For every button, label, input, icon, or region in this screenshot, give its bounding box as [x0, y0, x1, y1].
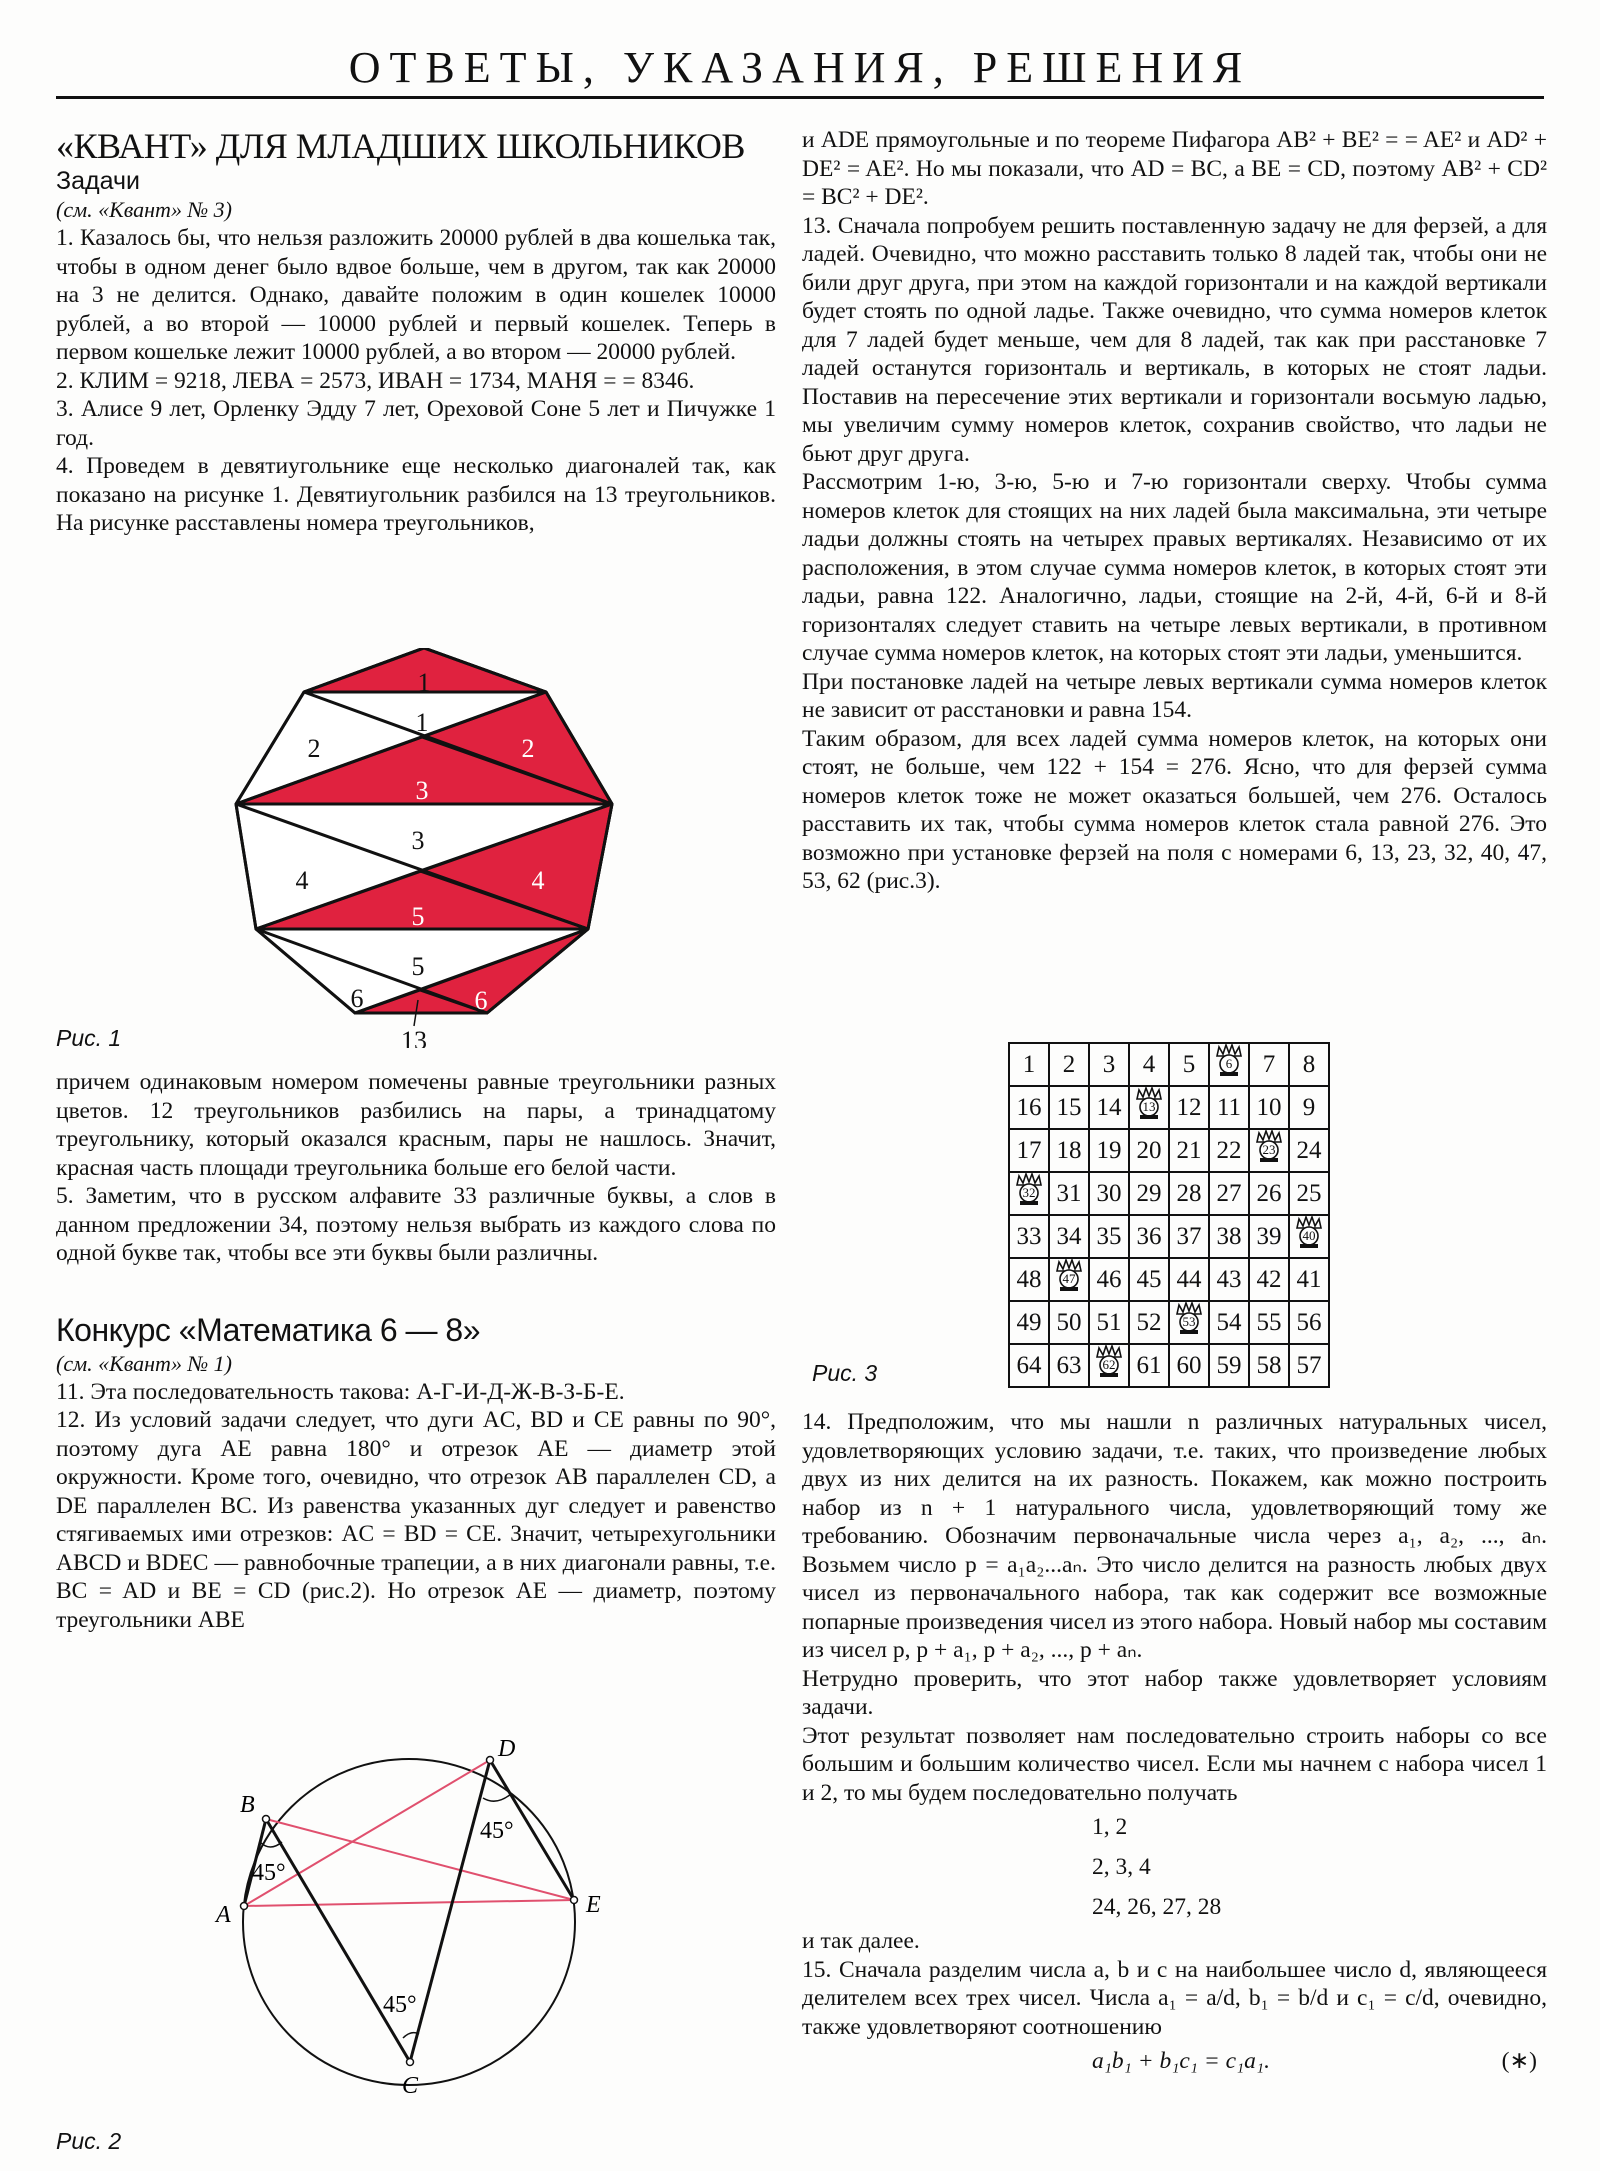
section-title-kvant: «КВАНТ» ДЛЯ МЛАДШИХ ШКОЛЬНИКОВ	[56, 126, 745, 166]
board-cell: 45	[1129, 1258, 1169, 1301]
queen-cell-number: 23	[1262, 1142, 1276, 1157]
board-cell: 5	[1169, 1043, 1209, 1086]
formula-text: a₁b₁ + b₁c₁ = c₁a₁.	[1092, 2048, 1270, 2074]
queen-icon	[1134, 1087, 1164, 1121]
formula-star	[802, 2041, 1547, 2081]
angle-arc-D	[483, 1794, 511, 1801]
board-cell: 28	[1169, 1172, 1209, 1215]
board-cell: 4	[1129, 1043, 1169, 1086]
point-label-E: E	[586, 1892, 601, 1918]
board-cell-queen	[1249, 1129, 1289, 1172]
page-header-title: ОТВЕТЫ, УКАЗАНИЯ, РЕШЕНИЯ	[348, 43, 1252, 92]
board-cell: 52	[1129, 1301, 1169, 1344]
point-label-D: D	[498, 1736, 516, 1762]
board-cell: 25	[1289, 1172, 1329, 1215]
board-cell: 36	[1129, 1215, 1169, 1258]
board-cell-queen	[1209, 1043, 1249, 1086]
answer-13: 13. Сначала попробуем решить поставленную задачу не для ферзей, а для ладей. Очевидно, что можно расставить только 8 ладей так, чтобы они не били друг друга, при этом на каждой горизонтали и на каждой вертикали будет стоять по одной ладье. Также очевидно, что сумма номеров клеток для 7 ладей будет меньше, чем для 8 ладей, так как при расстановке 7 ладей останутся горизонталь и вертикаль, в которых не стоят ладьи. Поставив на пересечение этих вертикали и горизонтали восьмую ладью, мы увеличим сумму номеров клеток, сохранив свойство, что ладьи не бьют друг друга.	[802, 212, 1547, 467]
queen-icon	[1254, 1130, 1284, 1164]
answer-12-continued: и ADE прямоугольные и по теореме Пифагора AB² + BE² = = AE² и AD² + DE² = AE². Но мы показали, что AD = BC, а BE = CD, поэтому AB² + CD² = BC² + DE².	[802, 127, 1547, 210]
white-triangle-label: 5	[411, 952, 425, 981]
board-cell: 43	[1209, 1258, 1249, 1301]
answer-13-conclusion: Таким образом, для всех ладей сумма номеров клеток, на которых они стоят, не больше, чем 122 + 154 = 276. Ясно, что для ферзей сумма номеров клеток тоже не может оказаться большей, чем 276. Осталось расставить их так, чтобы сумма номеров клеток стала равной 276. Это возможно при установке ферзей на поля с номерами 6, 13, 23, 32, 40, 47, 53, 62 (рис.3).	[802, 725, 1547, 894]
answer-1: 1. Казалось бы, что нельзя разложить 20000 рублей в два кошелька так, чтобы в одном денег было вдвое больше, чем в другом, так как 20000 на 3 не делится. Однако, давайте положим в один кошелек 10000 рублей, а во второй — 10000 рублей и первый кошелек. Теперь в первом кошельке лежит 10000 рублей, а во втором — 20000 рублей.	[56, 225, 776, 365]
board-cell-queen	[1169, 1301, 1209, 1344]
queen-cell-number: 32	[1022, 1185, 1036, 1200]
board-cell: 22	[1209, 1129, 1249, 1172]
angle-label-45: 45°	[383, 1992, 417, 2018]
board-row	[1009, 1086, 1329, 1129]
board-cell: 48	[1009, 1258, 1049, 1301]
queen-icon	[1014, 1173, 1044, 1207]
white-triangle-label: 6	[350, 984, 364, 1013]
board-cell: 10	[1249, 1086, 1289, 1129]
board-cell: 1	[1009, 1043, 1049, 1086]
figure-1-nonagon	[200, 648, 620, 1048]
board-cell: 7	[1249, 1043, 1289, 1086]
queen-cell-number: 62	[1102, 1357, 1116, 1372]
board-cell: 16	[1009, 1086, 1049, 1129]
board-cell: 49	[1009, 1301, 1049, 1344]
figure-3-board	[1008, 1042, 1330, 1388]
answer-5: 5. Заметим, что в русском алфавите 33 различные буквы, а слов в данном предложении 34, поэтому нельзя выбрать из каждого слова по одной букве так, чтобы все эти буквы были различны.	[56, 1183, 776, 1266]
board-cell: 33	[1009, 1215, 1049, 1258]
answer-3: 3. Алисе 9 лет, Орленку Эдду 7 лет, Ореховой Соне 5 лет и Пичужке 1 год.	[56, 396, 776, 451]
board-cell: 42	[1249, 1258, 1289, 1301]
board-cell: 3	[1089, 1043, 1129, 1086]
segment-BE	[266, 1819, 574, 1900]
segment-CD	[410, 1760, 490, 2062]
answer-2: 2. КЛИМ = 9218, ЛЕВА = 2573, ИВАН = 1734, МАНЯ = = 8346.	[56, 367, 695, 394]
board-cell: 15	[1049, 1086, 1089, 1129]
board-row	[1009, 1215, 1329, 1258]
board-cell: 27	[1209, 1172, 1249, 1215]
board-cell: 58	[1249, 1344, 1289, 1387]
queen-icon	[1294, 1216, 1324, 1250]
figure-2-circle	[200, 1700, 650, 2170]
section-reference: (см. «Квант» № 3)	[56, 197, 233, 222]
board-cell: 39	[1249, 1215, 1289, 1258]
point-label-C: C	[402, 2073, 419, 2099]
board-cell: 17	[1009, 1129, 1049, 1172]
section-reference-2: (см. «Квант» № 1)	[56, 1350, 233, 1376]
queen-cell-number: 47	[1062, 1271, 1076, 1286]
point-A	[241, 1903, 248, 1910]
white-triangle-label: 3	[411, 826, 425, 855]
answer-4-continued: причем одинаковым номером помечены равные треугольники разных цветов. 12 треугольников разбились на пары, а тринадцатому треугольнику, который оказался красным, пары не нашлось. Значит, красная часть площади треугольника больше его белой части.	[56, 1069, 776, 1181]
board-row	[1009, 1043, 1329, 1086]
queen-cell-number: 53	[1182, 1314, 1196, 1329]
answer-14-sequence-intro: Этот результат позволяет нам последовательно строить наборы со все большим и большим количество чисел. Если мы начнем с набора чисел 1 и 2, то мы будем последовательно получать	[802, 1722, 1547, 1806]
board-cell: 50	[1049, 1301, 1089, 1344]
board-cell: 20	[1129, 1129, 1169, 1172]
queen-icon	[1094, 1345, 1124, 1379]
board-cell: 38	[1209, 1215, 1249, 1258]
point-label-B: B	[240, 1792, 255, 1818]
formula-tag: (∗)	[1501, 2048, 1537, 2074]
board-cell-queen	[1289, 1215, 1329, 1258]
left-column-middle	[56, 1068, 776, 1634]
numbered-chessboard	[1008, 1042, 1330, 1388]
sequence-line: 1, 2	[1092, 1814, 1128, 1840]
left-column-top	[56, 126, 776, 538]
red-triangle-label: 4	[531, 866, 545, 895]
answer-4: 4. Проведем в девятиугольнике еще несколько диагоналей так, как показано на рисунке 1. Девятиугольник разбился на 13 треугольников. На рисунке расставлены номера треугольников,	[56, 453, 776, 536]
white-triangle-label: 4	[295, 866, 309, 895]
queen-icon	[1054, 1259, 1084, 1293]
queen-cell-number: 6	[1225, 1056, 1233, 1071]
board-cell-queen	[1009, 1172, 1049, 1215]
board-row	[1009, 1301, 1329, 1344]
board-cell: 30	[1089, 1172, 1129, 1215]
point-E	[571, 1897, 578, 1904]
segment-AE	[244, 1900, 574, 1906]
board-cell: 41	[1289, 1258, 1329, 1301]
red-triangle-label: 2	[521, 734, 535, 763]
board-cell: 60	[1169, 1344, 1209, 1387]
point-B	[263, 1816, 270, 1823]
board-cell-queen	[1049, 1258, 1089, 1301]
angle-label-45: 45°	[252, 1860, 286, 1886]
board-cell: 19	[1089, 1129, 1129, 1172]
board-cell: 12	[1169, 1086, 1209, 1129]
board-cell: 9	[1289, 1086, 1329, 1129]
board-cell: 57	[1289, 1344, 1329, 1387]
board-cell: 18	[1049, 1129, 1089, 1172]
answer-11: 11. Эта последовательность такова: А-Г-И-Д-Ж-В-З-Б-Е.	[56, 1378, 625, 1405]
right-column-top	[802, 126, 1547, 896]
right-column-bottom	[802, 1408, 1547, 2081]
point-D	[487, 1757, 494, 1764]
board-cell: 8	[1289, 1043, 1329, 1086]
answer-14-check: Нетрудно проверить, что этот набор также удовлетворяет условиям задачи.	[802, 1665, 1547, 1720]
queen-icon	[1214, 1044, 1244, 1078]
sequence-line: 2, 3, 4	[1092, 1854, 1151, 1880]
header-rule	[56, 96, 1544, 99]
angle-label-45: 45°	[480, 1818, 514, 1844]
point-C	[407, 2059, 414, 2066]
board-cell: 63	[1049, 1344, 1089, 1387]
figure-3-caption: Рис. 3	[812, 1360, 878, 1386]
board-row	[1009, 1344, 1329, 1387]
board-row	[1009, 1129, 1329, 1172]
board-cell: 44	[1169, 1258, 1209, 1301]
queen-cell-number: 13	[1142, 1099, 1156, 1114]
board-cell: 35	[1089, 1215, 1129, 1258]
board-cell: 29	[1129, 1172, 1169, 1215]
red-triangle-label: 3	[415, 776, 429, 805]
board-cell: 61	[1129, 1344, 1169, 1387]
board-cell: 64	[1009, 1344, 1049, 1387]
board-cell: 55	[1249, 1301, 1289, 1344]
segment-BC	[266, 1819, 410, 2062]
answer-13-left-verticals: При постановке ладей на четыре левых вертикали сумма номеров клеток не зависит от расстановки и равна 154.	[802, 668, 1547, 723]
board-cell: 56	[1289, 1301, 1329, 1344]
sequence-line: 24, 26, 27, 28	[1092, 1894, 1222, 1920]
red-triangle-label: 5	[411, 902, 425, 931]
section-title-contest: Конкурс «Математика 6 — 8»	[56, 1311, 480, 1348]
red-triangle-label: 6	[474, 986, 488, 1015]
answer-15: 15. Сначала разделим числа a, b и c на наибольшее число d, являющееся делителем всех трех чисел. Числа a₁ = a/d, b₁ = b/d и c₁ = c/d, очевидно, также удовлетворяют соотношению	[802, 1956, 1547, 2040]
answer-12: 12. Из условий задачи следует, что дуги AC, BD и CE равны по 90°, поэтому дуга AE равна 180° и отрезок AE — диаметр этой окружности. Кроме того, очевидно, что отрезок AB параллелен CD, а DE параллелен BC. Из равенства указанных дуг следует и равенство стягиваемых ими отрезков: AC = BD = CE. Значит, четырехугольники ABCD и BDEC — равнобочные трапеции, а в них диагонали равны, т.е. BC = AD и BE = CD (рис.2). Но отрезок AE — диаметр, поэтому треугольники ABE	[56, 1407, 776, 1633]
board-cell: 37	[1169, 1215, 1209, 1258]
board-cell: 34	[1049, 1215, 1089, 1258]
board-cell: 54	[1209, 1301, 1249, 1344]
board-cell-queen	[1129, 1086, 1169, 1129]
figure-2-caption: Рис. 2	[56, 2128, 122, 2154]
queen-icon	[1174, 1302, 1204, 1336]
figure-1-caption: Рис. 1	[56, 1025, 122, 1051]
board-cell: 11	[1209, 1086, 1249, 1129]
section-subtitle-tasks: Задачи	[56, 167, 140, 195]
board-cell: 21	[1169, 1129, 1209, 1172]
board-cell: 14	[1089, 1086, 1129, 1129]
answer-13-rows: Рассмотрим 1-ю, 3-ю, 5-ю и 7-ю горизонтали сверху. Чтобы сумма номеров клеток для стоящих на них ладей была максимальна, эти четыре ладьи должны стоять на четырех правых вертикалях. Независимо от их расположения, в этом случае сумма номеров клеток, в которых стоят эти ладьи, равна 122. Аналогично, ладьи, стоящие на 2-й, 4-й, 6-й и 8-й горизонталях следует ставить на четыре левых вертикали, в противном случае сумма номеров клеток, на которых стоят эти ладьи, уменьшится.	[802, 469, 1547, 666]
board-row	[1009, 1172, 1329, 1215]
board-cell: 26	[1249, 1172, 1289, 1215]
queen-cell-number: 40	[1302, 1228, 1316, 1243]
board-cell: 51	[1089, 1301, 1129, 1344]
board-cell: 2	[1049, 1043, 1089, 1086]
white-triangle-label: 1	[415, 708, 429, 737]
answer-14-end: и так далее.	[802, 1928, 920, 1954]
board-row	[1009, 1258, 1329, 1301]
red-triangle-label: 1	[417, 668, 431, 697]
white-triangle-label: 2	[307, 734, 321, 763]
board-cell: 24	[1289, 1129, 1329, 1172]
board-cell: 59	[1209, 1344, 1249, 1387]
board-cell: 31	[1049, 1172, 1089, 1215]
point-label-A: A	[216, 1902, 231, 1928]
answer-14: 14. Предположим, что мы нашли n различных натуральных чисел, удовлетворяющих условию задачи, т.е. таких, что произведение любых двух из них делится на их разность. Покажем, как можно построить набор из n + 1 натурального числа, удовлетворяющий тому же требованию. Обозначим первоначальные числа через a₁, a₂, ..., aₙ. Возьмем число p = a₁a₂...aₙ. Это число делится на разность любых двух чисел из первоначального набора, так как содержит все возможные попарные произведения чисел из этого набора. Новый набор мы составим из чисел p, p + a₁, p + a₂, ..., p + aₙ.	[802, 1409, 1547, 1663]
board-cell: 46	[1089, 1258, 1129, 1301]
board-cell-queen	[1089, 1344, 1129, 1387]
pointer-label-13: 13	[401, 1026, 427, 1048]
